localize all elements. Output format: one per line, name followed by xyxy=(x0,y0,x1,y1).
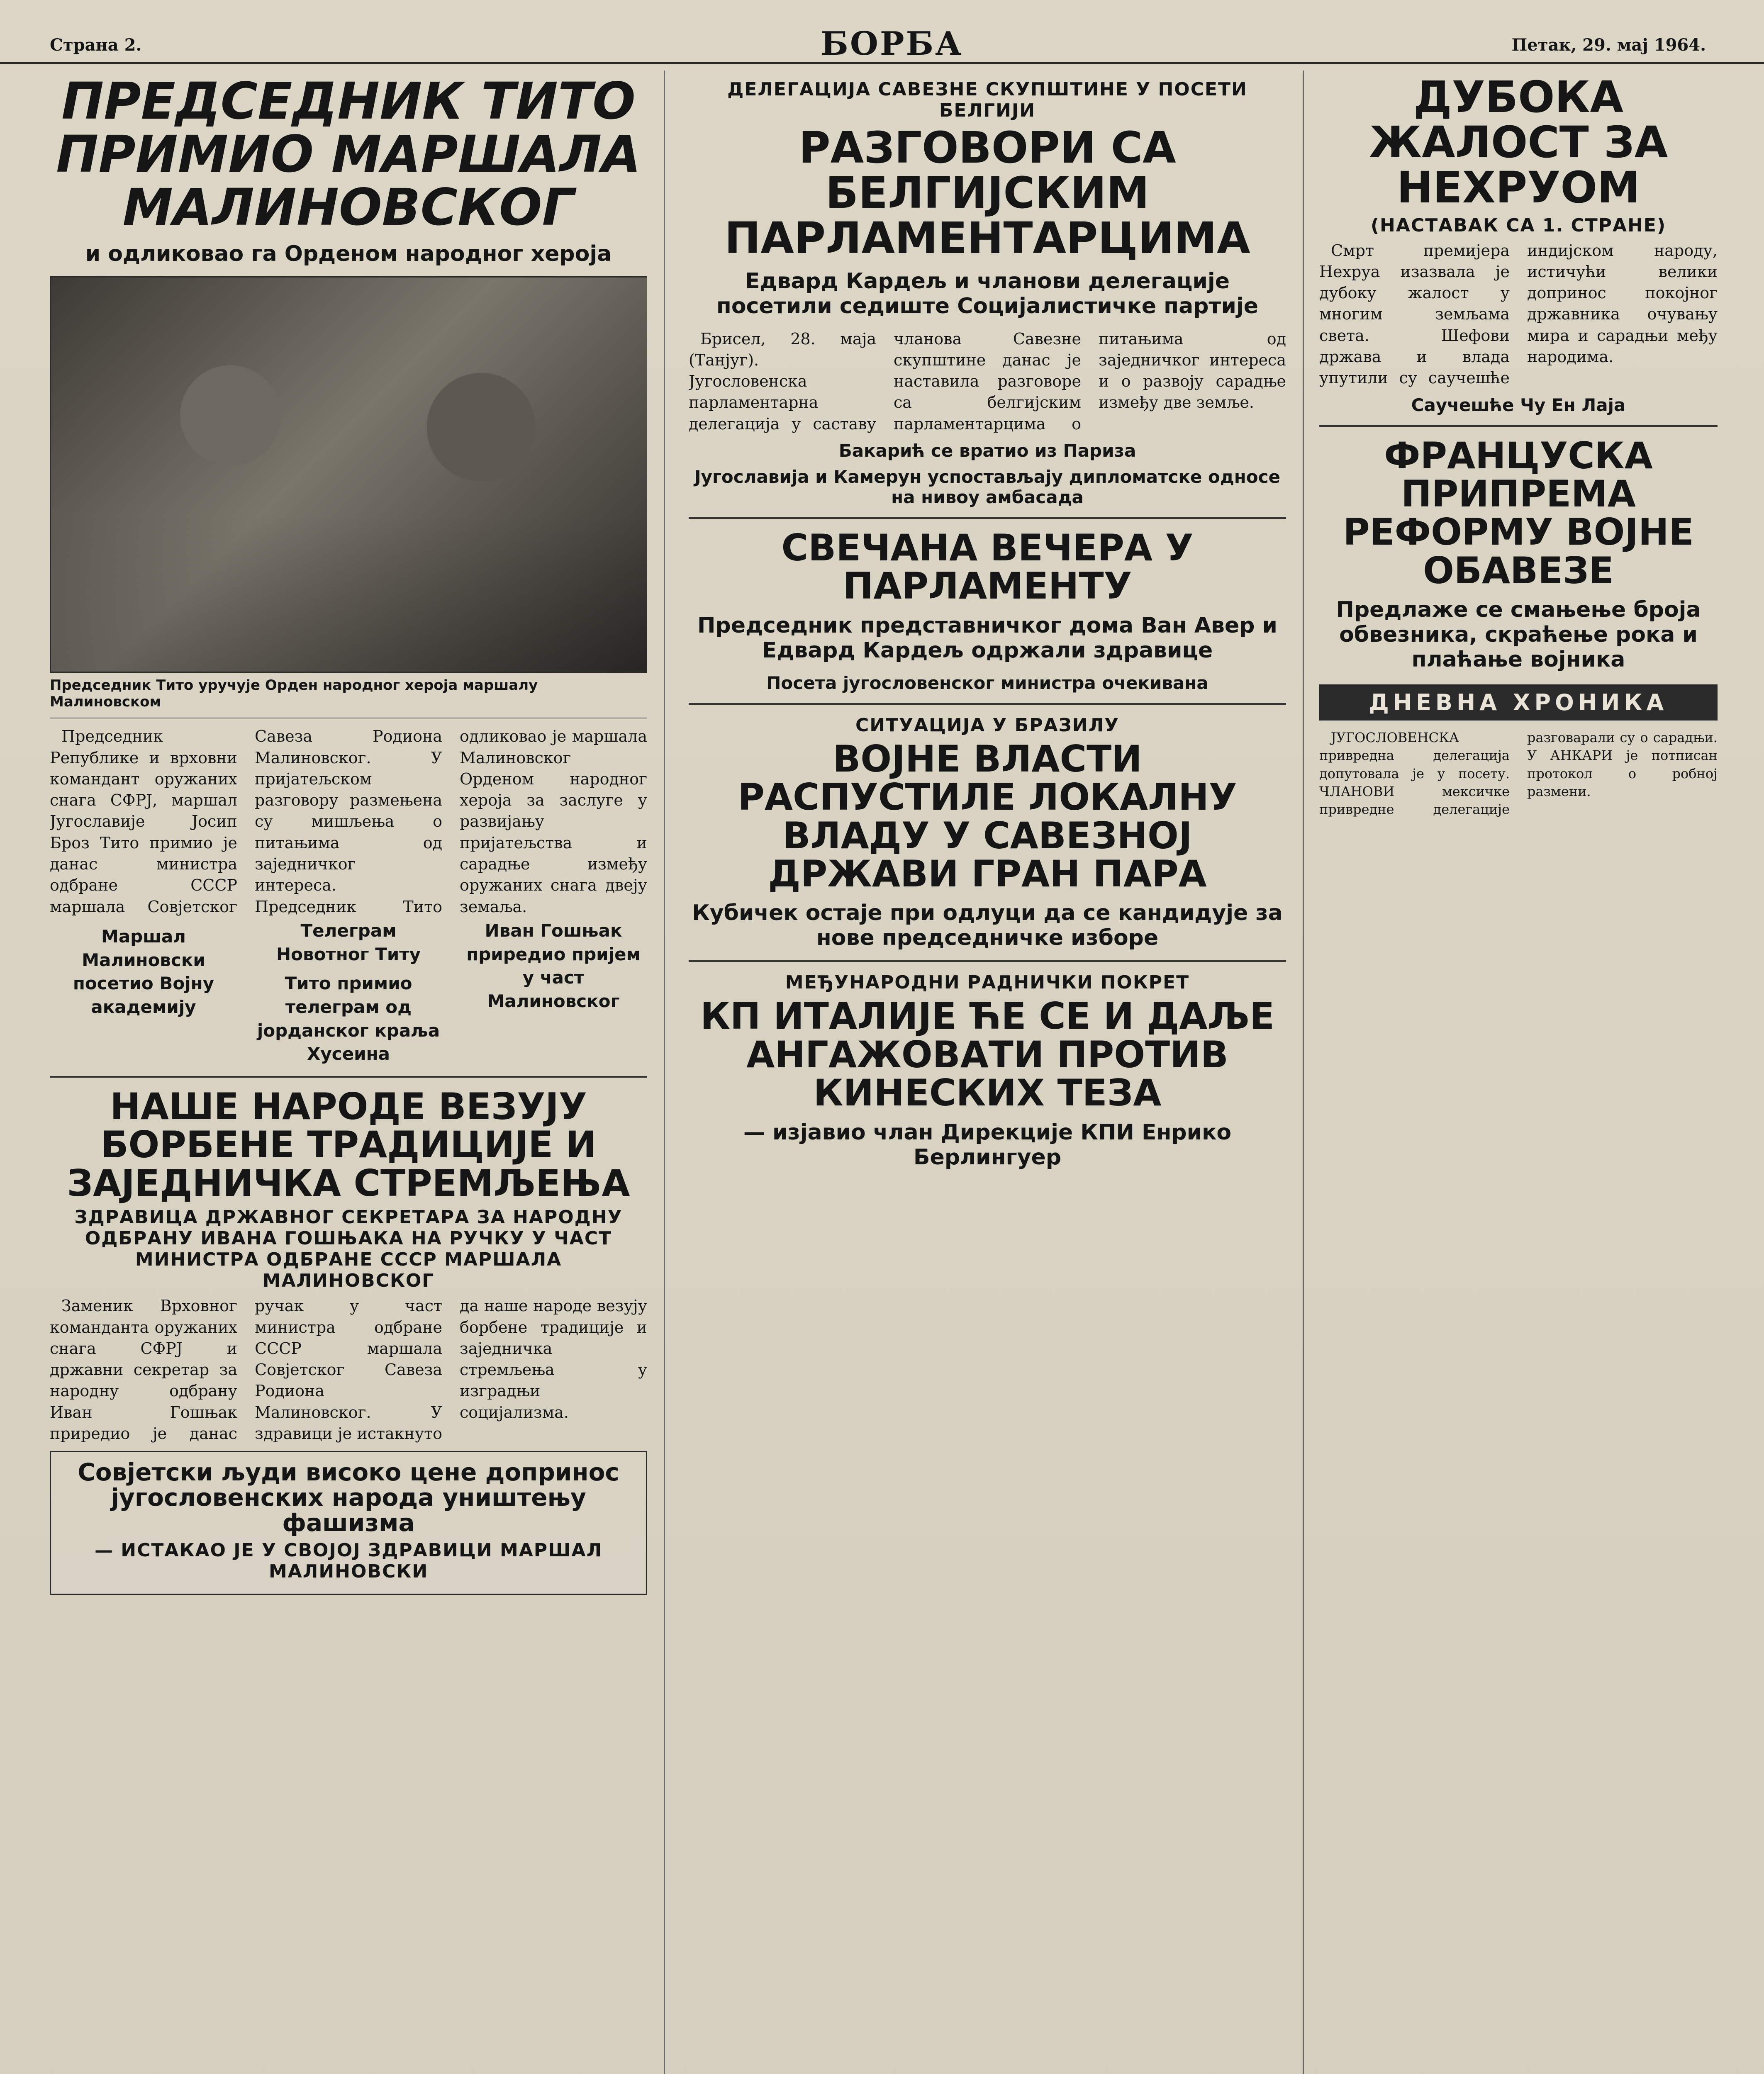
headline-france-reform: ФРАНЦУСКА ПРИПРЕМА РЕФОРМУ ВОЈНЕ ОБАВЕЗЕ xyxy=(1343,434,1694,592)
headline-belgian-talks: РАЗГОВОРИ СА БЕЛГИЈСКИМ ПАРЛАМЕНТАРЦИМА xyxy=(724,122,1250,264)
headline-traditions: НАШЕ НАРОДЕ ВЕЗУЈУ БОРБЕНЕ ТРАДИЦИЈЕ И ЗАЈЕДНИЧКА СТРЕМЉЕЊА xyxy=(67,1085,630,1205)
headline-soviet-people: Совјетски људи високо цене допринос југословенских народа уништењу фашизма xyxy=(78,1458,619,1537)
subhead-novotny: Телеграм Новотног Титу xyxy=(276,920,421,964)
masthead xyxy=(0,17,1764,64)
headline-italy-kp: КП ИТАЛИЈЕ ЋЕ СЕ И ДАЉЕ АНГАЖОВАТИ ПРОТИВ КИНЕСКИХ ТЕЗА xyxy=(700,995,1275,1115)
deck-van-aver: Председник представничког дома Ван Авер и Едвард Кардељ одржали здравице xyxy=(697,613,1277,663)
divider xyxy=(689,960,1286,962)
side-items xyxy=(50,919,647,1066)
headline-gala-dinner: СВЕЧАНА ВЕЧЕРА У ПАРЛАМЕНТУ xyxy=(781,526,1194,608)
divider xyxy=(689,703,1286,705)
column-right xyxy=(1319,75,1718,2074)
article-body-1: Председник Републике и врховни командант оружаних снага СФРЈ, маршал Југославије Јосип Броз Тито примио је данас министра одбране СССР маршала Совјетског Савеза Родиона Малиновског. У пријатељском разговору размењена су мишљења о питањима од заједничког интереса. Председник Тито одликовао је маршала Малиновског Орденом народног хероја за заслуге у развијању пријатељства и сарадње између оружаних снага двеју земаља. xyxy=(50,727,647,916)
article-body-belgium: Брисел, 28. маја (Танјуг). Југословенска парламентарна делегација у саставу чланова Савезне скупштине данас је наставила разговоре са белгијским парламентарцима о питањима од заједничког интереса и о развоју сарадње између две земље. xyxy=(689,329,1286,433)
subhead-bakaric: Бакарић се вратио из Париза xyxy=(838,441,1136,461)
daily-chronicle: ЈУГОСЛОВЕНСКА привредна делегација допутовала је у посету. ЧЛАНОВИ мексичке привредне делегације разговарали су о сарадњи. У АНКАРИ је потписан протокол о робној размени. xyxy=(1319,730,1718,817)
column-rule-2 xyxy=(1303,71,1304,2074)
paper-title: БОРБА xyxy=(821,25,963,63)
deck-malinovsky: — ИСТАКАО ЈЕ У СВОЈОЈ ЗДРАВИЦИ МАРШАЛ МАЛИНОВСКИ xyxy=(94,1540,603,1582)
page-number: Страна 2. xyxy=(50,35,142,55)
photo-caption: Председник Тито уручује Орден народног хероја маршалу Малиновском xyxy=(50,677,538,711)
column-left xyxy=(50,75,647,2074)
kicker-workers: МЕЂУНАРОДНИ РАДНИЧКИ ПОКРЕТ xyxy=(785,972,1190,993)
subhead-chou: Саучешће Чу Ен Лаја xyxy=(1411,394,1626,415)
kicker-brazil: СИТУАЦИЈА У БРАЗИЛУ xyxy=(855,714,1120,736)
continuation-note: (НАСТАВАК СА 1. СТРАНЕ) xyxy=(1370,214,1667,236)
boxed-headline xyxy=(50,1451,647,1595)
deck-berlinguer: — изјавио члан Дирекције КПИ Енрико Берлингуер xyxy=(743,1120,1232,1170)
article-body-2: Заменик Врховног команданта оружаних снага СФРЈ и државни секретар за народну одбрану Иван Гошњак приредио је данас ручак у част министра одбране СССР маршала Совјетског Савеза Родиона Малиновског. У здравици је истакнуто да наше народе везују борбене традиције и заједничка стремљења у изградњи социјализма. xyxy=(50,1297,647,1443)
headline-brazil: ВОЈНЕ ВЛАСТИ РАСПУСТИЛЕ ЛОКАЛНУ ВЛАДУ У САВЕЗНОЈ ДРЖАВИ ГРАН ПАРА xyxy=(738,737,1237,895)
subhead-minister-visit: Посета југословенског министра очекивана xyxy=(766,672,1208,693)
deck-kubitschek: Кубичек остаје при одлуци да се кандидује за нове председничке изборе xyxy=(692,901,1283,951)
news-photo xyxy=(50,276,647,673)
divider xyxy=(1319,425,1718,427)
issue-date: Петак, 29. мај 1964. xyxy=(1511,35,1706,55)
kicker-belgium: ДЕЛЕГАЦИЈА САВЕЗНЕ СКУПШТИНЕ У ПОСЕТИ БЕЛГИЈИ xyxy=(727,79,1247,121)
deck-toast: ЗДРАВИЦА ДРЖАВНОГ СЕКРЕТАРА ЗА НАРОДНУ ОДБРАНУ ИВАНА ГОШЊАКА НА РУЧКУ У ЧАСТ МИНИСТРА ОДБРАНЕ СССР МАРШАЛА МАЛИНОВСКОГ xyxy=(74,1207,623,1292)
divider xyxy=(50,1076,647,1078)
subhead-academy: Маршал Малиновски посетио Војну академију xyxy=(73,926,214,1018)
column-middle xyxy=(689,75,1286,2074)
subhead-cameroon: Југославија и Камерун успостављају дипломатске односе на нивоу амбасада xyxy=(694,467,1280,508)
headline-tito-malinovsky: ПРЕДСЕДНИК ТИТО ПРИМИО МАРШАЛА МАЛИНОВСКОГ xyxy=(56,75,641,237)
deck-order: и одликовао га Орденом народног хероја xyxy=(85,241,612,267)
headline-nehru: ДУБОКА ЖАЛОСТ ЗА НЕХРУОМ xyxy=(1369,75,1668,213)
article-body-nehru: Смрт премијера Нехруа изазвала је дубоку жалост у многим земљама света. Шефови држава и влада упутили су саучешће индијском народу, истичући велики допринос покојног државника очувању мира и сарадњи међу народима. xyxy=(1319,241,1718,387)
subhead-hussein: Тито примио телеграм од јорданског краља Хусеина xyxy=(257,973,440,1064)
deck-kardelj: Едвард Кардељ и чланови делегације посетили седиште Социјалистичке партије xyxy=(716,268,1259,319)
section-band: ДНЕВНА ХРОНИКА xyxy=(1319,684,1718,721)
column-rule-1 xyxy=(664,71,665,2074)
divider xyxy=(689,517,1286,519)
deck-france: Предлаже се смањење броја обвезника, скраћење рока и плаћање војника xyxy=(1336,597,1701,672)
subhead-gosnjak: Иван Гошњак приредио пријем у част Малиновског xyxy=(466,920,641,1012)
